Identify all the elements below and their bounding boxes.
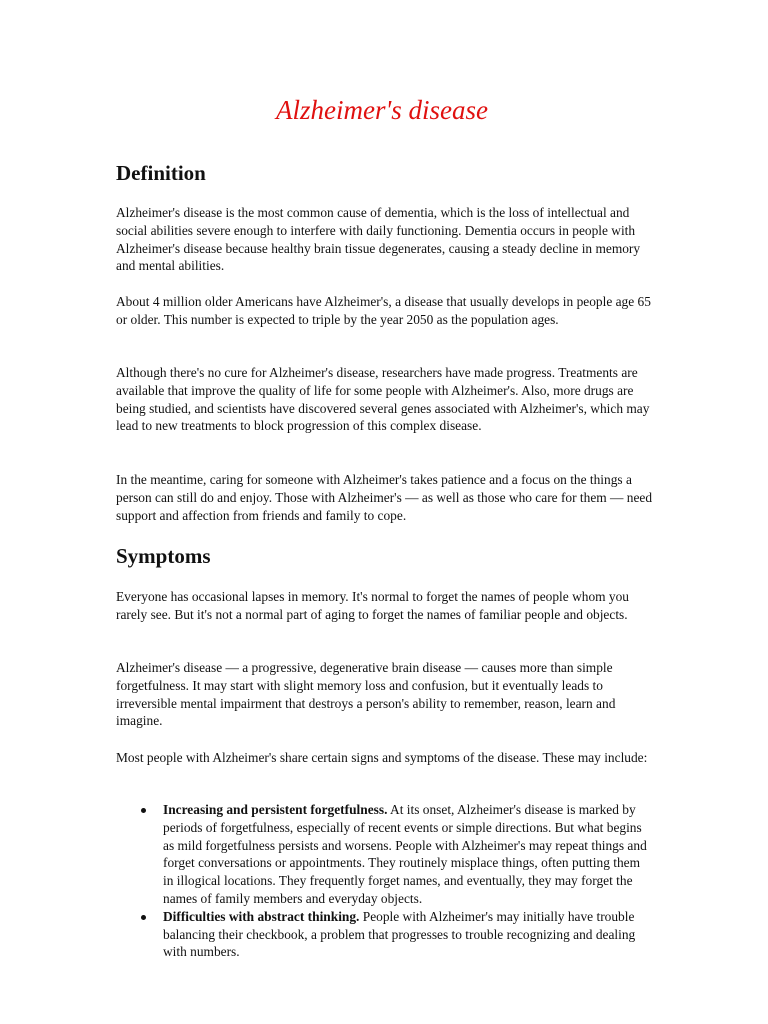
list-item-body: People with Alzheimer's may initially have trouble balancing their checkbook, a problem that progresses to trouble recognizing and dealing with numbers. [163, 908, 636, 960]
symptoms-paragraph-1: Everyone has occasional lapses in memory. It's normal to forget the names of people whom you rarely see. But it's not a normal part of aging to forget the names of familiar people and objects. [116, 589, 629, 622]
section-heading-definition: Definition [116, 161, 206, 185]
document-title: Alzheimer's disease [276, 95, 488, 125]
definition-paragraph-3: Although there's no cure for Alzheimer's disease, researchers have made progress. Treatments are available that improve the quality of life for some people with Alzheimer's. Also, more drugs are being studied, and scientists have discovered several genes associated with Alzheimer's, which may lead to new treatments to block progression of this complex disease. [116, 365, 650, 434]
bullet-icon [141, 915, 146, 920]
list-item-lead: Increasing and persistent forgetfulness. [163, 802, 388, 817]
section-heading-symptoms: Symptoms [116, 544, 211, 568]
list-item [116, 801, 656, 908]
list-item-body: At its onset, Alzheimer's disease is marked by periods of forgetfulness, especially of recent events or simple directions. But what begins as mild forgetfulness persists and worsens. People with Alzheimer's may repeat things and forget conversations or appointments. They routinely misplace things, often putting them in illogical locations. They frequently forget names, and eventually, they may forget the names of family members and everyday objects. [163, 802, 647, 906]
list-item-text [163, 801, 649, 908]
symptoms-paragraph-3: Most people with Alzheimer's share certain signs and symptoms of the disease. These may include: [116, 750, 648, 765]
symptoms-paragraph-2: Alzheimer's disease — a progressive, degenerative brain disease — causes more than simple forgetfulness. It may start with slight memory loss and confusion, but it eventually leads to irreversible mental impairment that destroys a person's ability to remember, reason, learn and imagine. [116, 660, 616, 729]
list-item [116, 908, 656, 961]
definition-paragraph-4: In the meantime, caring for someone with Alzheimer's takes patience and a focus on the things a person can still do and enjoy. Those with Alzheimer's — as well as those who care for them — need support and affection from friends and family to cope. [116, 472, 653, 523]
symptoms-list [116, 801, 656, 961]
list-item-lead: Difficulties with abstract thinking. [163, 908, 360, 924]
list-item-text [163, 908, 649, 961]
definition-paragraph-1: Alzheimer's disease is the most common cause of dementia, which is the loss of intellectual and social abilities severe enough to interfere with daily functioning. Dementia occurs in people with Alzheimer's disease because healthy brain tissue degenerates, causing a steady decline in memory and mental abilities. [116, 205, 641, 274]
bullet-icon [141, 808, 146, 813]
definition-paragraph-2: About 4 million older Americans have Alzheimer's, a disease that usually develops in people age 65 or older. This number is expected to triple by the year 2050 as the population ages. [116, 294, 651, 327]
